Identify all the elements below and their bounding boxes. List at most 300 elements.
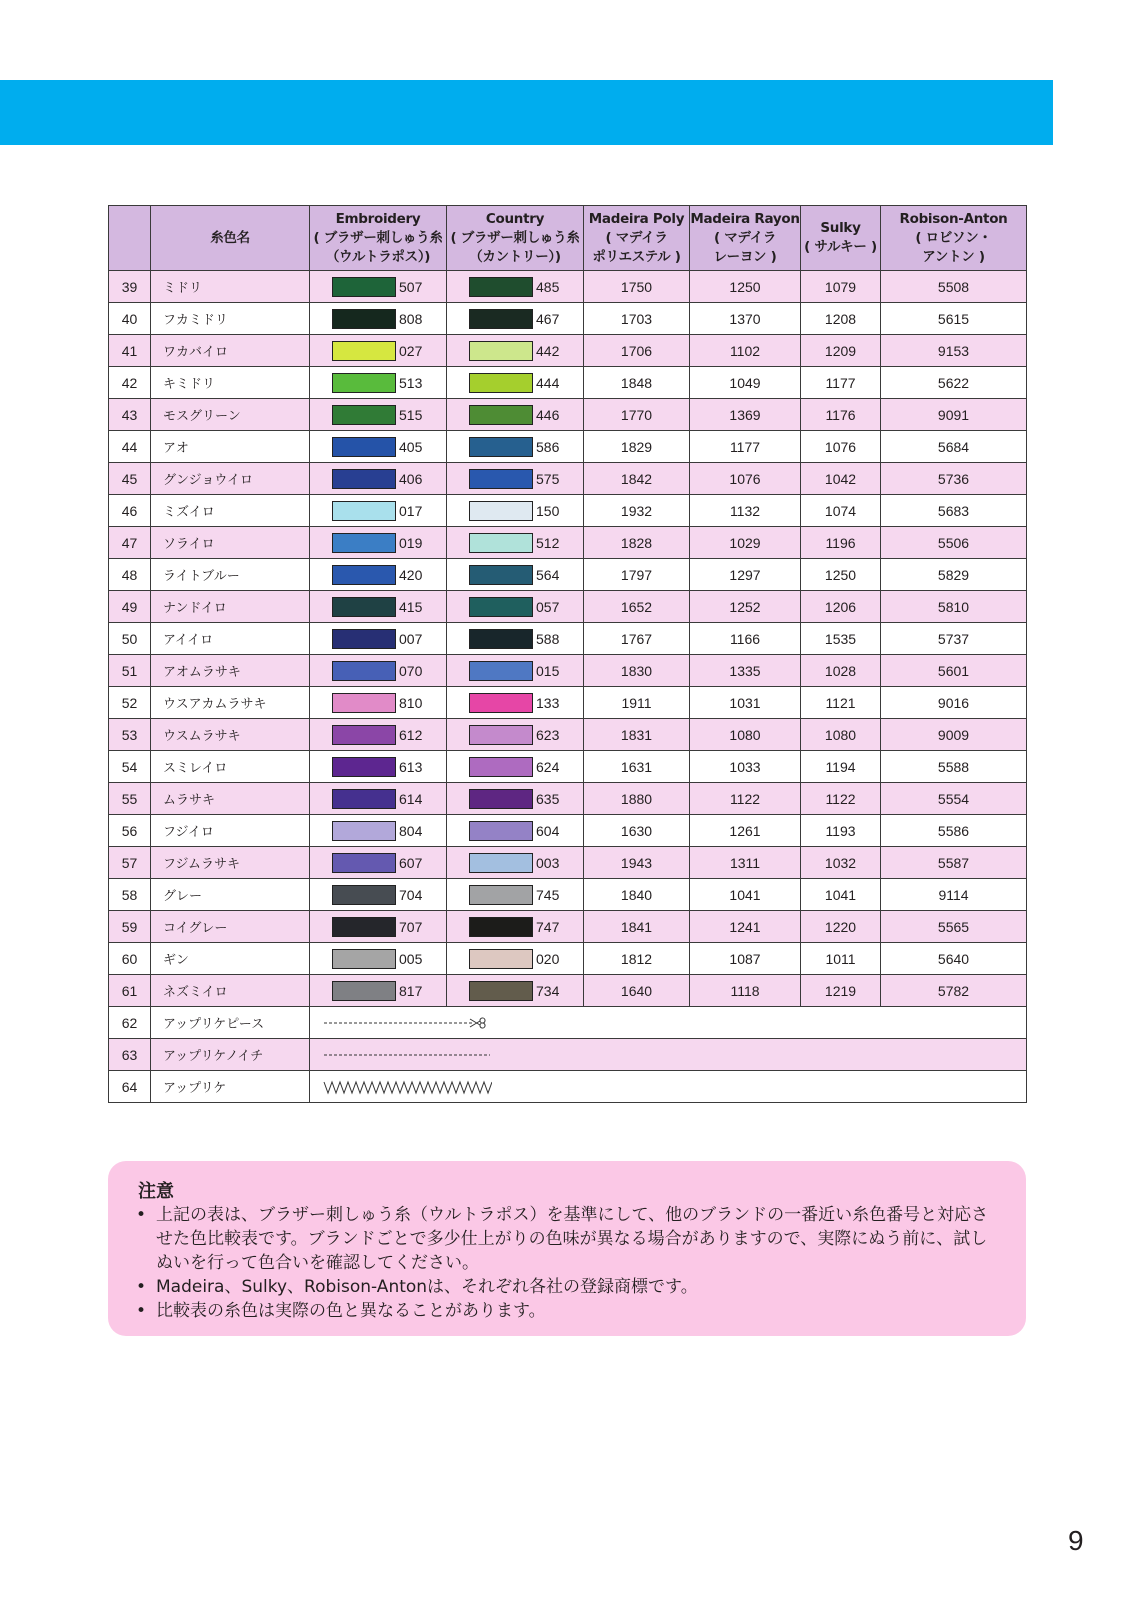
country-cell — [447, 719, 584, 751]
embroidery-cell — [310, 847, 447, 879]
color-name: ムラサキ — [151, 783, 310, 815]
madeira-poly-number: 1830 — [584, 655, 690, 687]
table-row — [109, 655, 1027, 687]
row-number: 59 — [109, 911, 151, 943]
sulky-number: 1194 — [801, 751, 881, 783]
color-name: グンジョウイロ — [151, 463, 310, 495]
table-row — [109, 1007, 1027, 1039]
madeira-poly-number: 1767 — [584, 623, 690, 655]
thread-number: 512 — [536, 534, 560, 551]
sulky-number: 1041 — [801, 879, 881, 911]
row-number: 53 — [109, 719, 151, 751]
madeira-rayon-number: 1087 — [690, 943, 801, 975]
color-name: ウスムラサキ — [151, 719, 310, 751]
row-number: 49 — [109, 591, 151, 623]
thread-number: 614 — [399, 790, 423, 807]
color-swatch — [469, 373, 533, 393]
thread-number: 804 — [399, 822, 423, 839]
robison-anton-number: 9009 — [881, 719, 1027, 751]
madeira-poly-number: 1630 — [584, 815, 690, 847]
robison-anton-number: 5508 — [881, 271, 1027, 303]
stitch-line-cell — [310, 1071, 584, 1103]
thread-number: 817 — [399, 982, 423, 999]
robison-anton-number: 5684 — [881, 431, 1027, 463]
row-number: 64 — [109, 1071, 151, 1103]
thread-number: 133 — [536, 694, 560, 711]
color-swatch — [469, 725, 533, 745]
thread-number: 808 — [399, 310, 423, 327]
sulky-number: 1206 — [801, 591, 881, 623]
sulky-number: 1080 — [801, 719, 881, 751]
row-number: 57 — [109, 847, 151, 879]
madeira-poly-number: 1831 — [584, 719, 690, 751]
madeira-rayon-number: 1297 — [690, 559, 801, 591]
madeira-rayon-number: 1076 — [690, 463, 801, 495]
table-row — [109, 303, 1027, 335]
country-cell — [447, 943, 584, 975]
row-number: 61 — [109, 975, 151, 1007]
color-swatch — [332, 469, 396, 489]
note-item: • Madeira、Sulky、Robison-Antonは、それぞれ各社の登録商標です。 — [136, 1277, 698, 1297]
madeira-rayon-number: 1031 — [690, 687, 801, 719]
sulky-number: 1032 — [801, 847, 881, 879]
robison-anton-number: 9153 — [881, 335, 1027, 367]
thread-number: 017 — [399, 502, 423, 519]
country-cell — [447, 463, 584, 495]
thread-number: 745 — [536, 886, 560, 903]
color-name: ワカバイロ — [151, 335, 310, 367]
country-cell — [447, 687, 584, 719]
thread-number: 485 — [536, 278, 560, 295]
color-name: コイグレー — [151, 911, 310, 943]
table-row — [109, 623, 1027, 655]
row-number: 55 — [109, 783, 151, 815]
color-swatch — [469, 757, 533, 777]
table-row — [109, 527, 1027, 559]
madeira-poly-number: 1842 — [584, 463, 690, 495]
color-swatch — [469, 309, 533, 329]
color-swatch — [469, 341, 533, 361]
country-cell — [447, 367, 584, 399]
robison-anton-number: 5683 — [881, 495, 1027, 527]
thread-number: 005 — [399, 950, 423, 967]
sulky-number: 1076 — [801, 431, 881, 463]
madeira-rayon-number: 1369 — [690, 399, 801, 431]
table-row — [109, 943, 1027, 975]
thread-number: 467 — [536, 310, 560, 327]
embroidery-cell — [310, 815, 447, 847]
col-robison-anton-header: Robison-Anton ( ロビソン・ アントン ) — [881, 206, 1027, 271]
madeira-poly-number: 1703 — [584, 303, 690, 335]
thread-number: 704 — [399, 886, 423, 903]
country-cell — [447, 527, 584, 559]
madeira-poly-number: 1640 — [584, 975, 690, 1007]
color-swatch — [469, 597, 533, 617]
table-row — [109, 495, 1027, 527]
table-row — [109, 1039, 1027, 1071]
madeira-poly-number: 1631 — [584, 751, 690, 783]
table-row — [109, 687, 1027, 719]
table-row — [109, 1071, 1027, 1103]
madeira-rayon-number: 1261 — [690, 815, 801, 847]
table-row — [109, 847, 1027, 879]
stitch-line-cell — [310, 1007, 584, 1039]
robison-anton-number: 5829 — [881, 559, 1027, 591]
thread-number: 415 — [399, 598, 423, 615]
thread-number: 612 — [399, 726, 423, 743]
embroidery-cell — [310, 303, 447, 335]
sulky-number: 1209 — [801, 335, 881, 367]
madeira-rayon-number: 1335 — [690, 655, 801, 687]
madeira-poly-number: 1840 — [584, 879, 690, 911]
bullet: • — [136, 1205, 147, 1225]
country-cell — [447, 879, 584, 911]
color-swatch — [469, 437, 533, 457]
col-sulky-header: Sulky ( サルキー ) — [801, 206, 881, 271]
note-list — [136, 1203, 996, 1323]
color-swatch — [332, 597, 396, 617]
robison-anton-number: 5565 — [881, 911, 1027, 943]
robison-anton-number: 5506 — [881, 527, 1027, 559]
thread-number: 515 — [399, 406, 423, 423]
thread-number: 420 — [399, 566, 423, 583]
table-row — [109, 783, 1027, 815]
embroidery-cell — [310, 431, 447, 463]
country-cell — [447, 623, 584, 655]
country-cell — [447, 559, 584, 591]
bullet: • — [136, 1277, 147, 1297]
robison-anton-number: 5587 — [881, 847, 1027, 879]
col-madeira-poly-header: Madeira Poly ( マデイラ ポリエステル ) — [584, 206, 690, 271]
sulky-number: 1079 — [801, 271, 881, 303]
thread-number: 019 — [399, 534, 423, 551]
thread-number: 442 — [536, 342, 560, 359]
color-swatch — [469, 981, 533, 1001]
madeira-rayon-number: 1241 — [690, 911, 801, 943]
embroidery-cell — [310, 271, 447, 303]
country-cell — [447, 399, 584, 431]
stitch-line-blank — [584, 1071, 1027, 1103]
embroidery-cell — [310, 975, 447, 1007]
madeira-poly-number: 1706 — [584, 335, 690, 367]
robison-anton-number: 5601 — [881, 655, 1027, 687]
madeira-rayon-number: 1118 — [690, 975, 801, 1007]
embroidery-cell — [310, 367, 447, 399]
robison-anton-number: 5554 — [881, 783, 1027, 815]
madeira-rayon-number: 1166 — [690, 623, 801, 655]
table-row — [109, 463, 1027, 495]
color-swatch — [469, 405, 533, 425]
sulky-number: 1250 — [801, 559, 881, 591]
thread-number: 020 — [536, 950, 560, 967]
madeira-rayon-number: 1132 — [690, 495, 801, 527]
table-row — [109, 815, 1027, 847]
madeira-poly-number: 1848 — [584, 367, 690, 399]
country-cell — [447, 591, 584, 623]
embroidery-cell — [310, 783, 447, 815]
sulky-number: 1121 — [801, 687, 881, 719]
table-row — [109, 751, 1027, 783]
row-number: 46 — [109, 495, 151, 527]
color-swatch — [332, 405, 396, 425]
row-number: 58 — [109, 879, 151, 911]
thread-number: 015 — [536, 662, 560, 679]
madeira-poly-number: 1770 — [584, 399, 690, 431]
table-row — [109, 591, 1027, 623]
robison-anton-number: 9091 — [881, 399, 1027, 431]
row-number: 62 — [109, 1007, 151, 1039]
row-number: 63 — [109, 1039, 151, 1071]
thread-number: 607 — [399, 854, 423, 871]
thread-number: 707 — [399, 918, 423, 935]
header-band — [0, 80, 1053, 145]
col-name-header: 糸色名 — [151, 206, 310, 271]
thread-number: 070 — [399, 662, 423, 679]
color-swatch — [332, 853, 396, 873]
color-swatch — [469, 917, 533, 937]
madeira-rayon-number: 1033 — [690, 751, 801, 783]
color-swatch — [332, 885, 396, 905]
color-name: フジイロ — [151, 815, 310, 847]
table-row — [109, 559, 1027, 591]
color-swatch — [469, 533, 533, 553]
country-cell — [447, 751, 584, 783]
color-swatch — [332, 629, 396, 649]
sulky-number: 1011 — [801, 943, 881, 975]
madeira-poly-number: 1828 — [584, 527, 690, 559]
country-cell — [447, 783, 584, 815]
color-name: スミレイロ — [151, 751, 310, 783]
note-item: • 比較表の糸色は実際の色と異なることがあります。 — [136, 1301, 546, 1321]
sulky-number: 1042 — [801, 463, 881, 495]
thread-number: 747 — [536, 918, 560, 935]
country-cell — [447, 911, 584, 943]
madeira-rayon-number: 1252 — [690, 591, 801, 623]
sulky-number: 1220 — [801, 911, 881, 943]
embroidery-cell — [310, 879, 447, 911]
country-cell — [447, 271, 584, 303]
embroidery-cell — [310, 943, 447, 975]
madeira-poly-number: 1932 — [584, 495, 690, 527]
madeira-poly-number: 1943 — [584, 847, 690, 879]
row-number: 54 — [109, 751, 151, 783]
row-number: 56 — [109, 815, 151, 847]
col-no-header — [109, 206, 151, 271]
embroidery-cell — [310, 911, 447, 943]
row-number: 50 — [109, 623, 151, 655]
color-name: ソライロ — [151, 527, 310, 559]
color-swatch — [332, 565, 396, 585]
color-swatch — [332, 725, 396, 745]
position-line-icon — [322, 1045, 492, 1065]
page-number: 9 — [1068, 1525, 1084, 1556]
table-row — [109, 911, 1027, 943]
madeira-rayon-number: 1049 — [690, 367, 801, 399]
madeira-poly-number: 1841 — [584, 911, 690, 943]
robison-anton-number: 5736 — [881, 463, 1027, 495]
col-country-header: Country ( ブラザー刺しゅう糸 （カントリー）) — [447, 206, 584, 271]
table-row — [109, 335, 1027, 367]
thread-number: 575 — [536, 470, 560, 487]
robison-anton-number: 5588 — [881, 751, 1027, 783]
table-row — [109, 719, 1027, 751]
color-name: アイイロ — [151, 623, 310, 655]
color-swatch — [332, 501, 396, 521]
robison-anton-number: 9016 — [881, 687, 1027, 719]
robison-anton-number: 5782 — [881, 975, 1027, 1007]
thread-number: 588 — [536, 630, 560, 647]
stitch-line-blank — [584, 1039, 1027, 1071]
sulky-number: 1074 — [801, 495, 881, 527]
note-item: • 上記の表は、ブラザー刺しゅう糸（ウルトラポス）を基準にして、他のブランドの一番近い糸色番号と対応させた色比較表です。ブランドごとで多少仕上がりの色味が異なる場合がありますので、実際にぬう前に、試しぬいを行って色合いを確認してください。 — [136, 1205, 989, 1273]
stitch-line-blank — [584, 1007, 1027, 1039]
table-row — [109, 271, 1027, 303]
robison-anton-number: 5737 — [881, 623, 1027, 655]
table-row — [109, 431, 1027, 463]
col-embroidery-header: Embroidery ( ブラザー刺しゅう糸 （ウルトラポス）) — [310, 206, 447, 271]
color-swatch — [332, 757, 396, 777]
madeira-rayon-number: 1370 — [690, 303, 801, 335]
color-name: アップリケ — [151, 1071, 310, 1103]
thread-number: 564 — [536, 566, 560, 583]
sulky-number: 1193 — [801, 815, 881, 847]
madeira-poly-number: 1829 — [584, 431, 690, 463]
table-row — [109, 367, 1027, 399]
color-swatch — [332, 821, 396, 841]
madeira-poly-number: 1911 — [584, 687, 690, 719]
robison-anton-number: 5615 — [881, 303, 1027, 335]
color-swatch — [332, 373, 396, 393]
color-name: ギン — [151, 943, 310, 975]
row-number: 51 — [109, 655, 151, 687]
row-number: 60 — [109, 943, 151, 975]
madeira-rayon-number: 1041 — [690, 879, 801, 911]
robison-anton-number: 5810 — [881, 591, 1027, 623]
color-swatch — [469, 629, 533, 649]
color-swatch — [332, 341, 396, 361]
color-swatch — [469, 821, 533, 841]
row-number: 44 — [109, 431, 151, 463]
color-swatch — [469, 949, 533, 969]
embroidery-cell — [310, 399, 447, 431]
color-name: アオ — [151, 431, 310, 463]
madeira-rayon-number: 1122 — [690, 783, 801, 815]
color-name: アップリケピース — [151, 1007, 310, 1039]
row-number: 43 — [109, 399, 151, 431]
row-number: 47 — [109, 527, 151, 559]
thread-number: 810 — [399, 694, 423, 711]
color-swatch — [469, 277, 533, 297]
thread-number: 613 — [399, 758, 423, 775]
color-name: ウスアカムラサキ — [151, 687, 310, 719]
thread-number: 604 — [536, 822, 560, 839]
thread-number: 405 — [399, 438, 423, 455]
color-swatch — [332, 533, 396, 553]
robison-anton-number: 5622 — [881, 367, 1027, 399]
embroidery-cell — [310, 463, 447, 495]
color-swatch — [332, 437, 396, 457]
country-cell — [447, 495, 584, 527]
madeira-rayon-number: 1177 — [690, 431, 801, 463]
color-swatch — [332, 949, 396, 969]
color-swatch — [332, 981, 396, 1001]
thread-number: 150 — [536, 502, 560, 519]
color-name: アオムラサキ — [151, 655, 310, 687]
color-name: ミドリ — [151, 271, 310, 303]
thread-number: 444 — [536, 374, 560, 391]
color-name: ライトブルー — [151, 559, 310, 591]
embroidery-cell — [310, 495, 447, 527]
color-swatch — [469, 853, 533, 873]
thread-number: 507 — [399, 278, 423, 295]
row-number: 48 — [109, 559, 151, 591]
row-number: 41 — [109, 335, 151, 367]
color-swatch — [469, 661, 533, 681]
cut-line-icon — [322, 1013, 492, 1033]
madeira-rayon-number: 1029 — [690, 527, 801, 559]
thread-number: 057 — [536, 598, 560, 615]
color-name: フカミドリ — [151, 303, 310, 335]
caution-note — [108, 1161, 1026, 1336]
color-swatch — [332, 693, 396, 713]
thread-number: 586 — [536, 438, 560, 455]
color-swatch — [332, 789, 396, 809]
color-name: モスグリーン — [151, 399, 310, 431]
madeira-poly-number: 1750 — [584, 271, 690, 303]
table-header-row — [109, 206, 1027, 271]
robison-anton-number: 9114 — [881, 879, 1027, 911]
zigzag-stitch-icon — [322, 1077, 492, 1097]
country-cell — [447, 815, 584, 847]
embroidery-cell — [310, 335, 447, 367]
color-swatch — [332, 277, 396, 297]
embroidery-cell — [310, 655, 447, 687]
embroidery-cell — [310, 623, 447, 655]
embroidery-cell — [310, 527, 447, 559]
madeira-rayon-number: 1102 — [690, 335, 801, 367]
table-row — [109, 879, 1027, 911]
color-swatch — [469, 693, 533, 713]
country-cell — [447, 655, 584, 687]
sulky-number: 1535 — [801, 623, 881, 655]
color-name: ミズイロ — [151, 495, 310, 527]
thread-number: 446 — [536, 406, 560, 423]
thread-number: 623 — [536, 726, 560, 743]
country-cell — [447, 335, 584, 367]
madeira-poly-number: 1652 — [584, 591, 690, 623]
embroidery-cell — [310, 687, 447, 719]
row-number: 39 — [109, 271, 151, 303]
color-name: フジムラサキ — [151, 847, 310, 879]
thread-number: 027 — [399, 342, 423, 359]
color-name: グレー — [151, 879, 310, 911]
color-swatch — [332, 309, 396, 329]
table-row — [109, 399, 1027, 431]
color-swatch — [469, 501, 533, 521]
madeira-poly-number: 1880 — [584, 783, 690, 815]
thread-number: 635 — [536, 790, 560, 807]
row-number: 45 — [109, 463, 151, 495]
robison-anton-number: 5640 — [881, 943, 1027, 975]
sulky-number: 1219 — [801, 975, 881, 1007]
thread-number: 734 — [536, 982, 560, 999]
row-number: 52 — [109, 687, 151, 719]
sulky-number: 1208 — [801, 303, 881, 335]
embroidery-cell — [310, 751, 447, 783]
country-cell — [447, 431, 584, 463]
thread-number: 003 — [536, 854, 560, 871]
madeira-poly-number: 1797 — [584, 559, 690, 591]
